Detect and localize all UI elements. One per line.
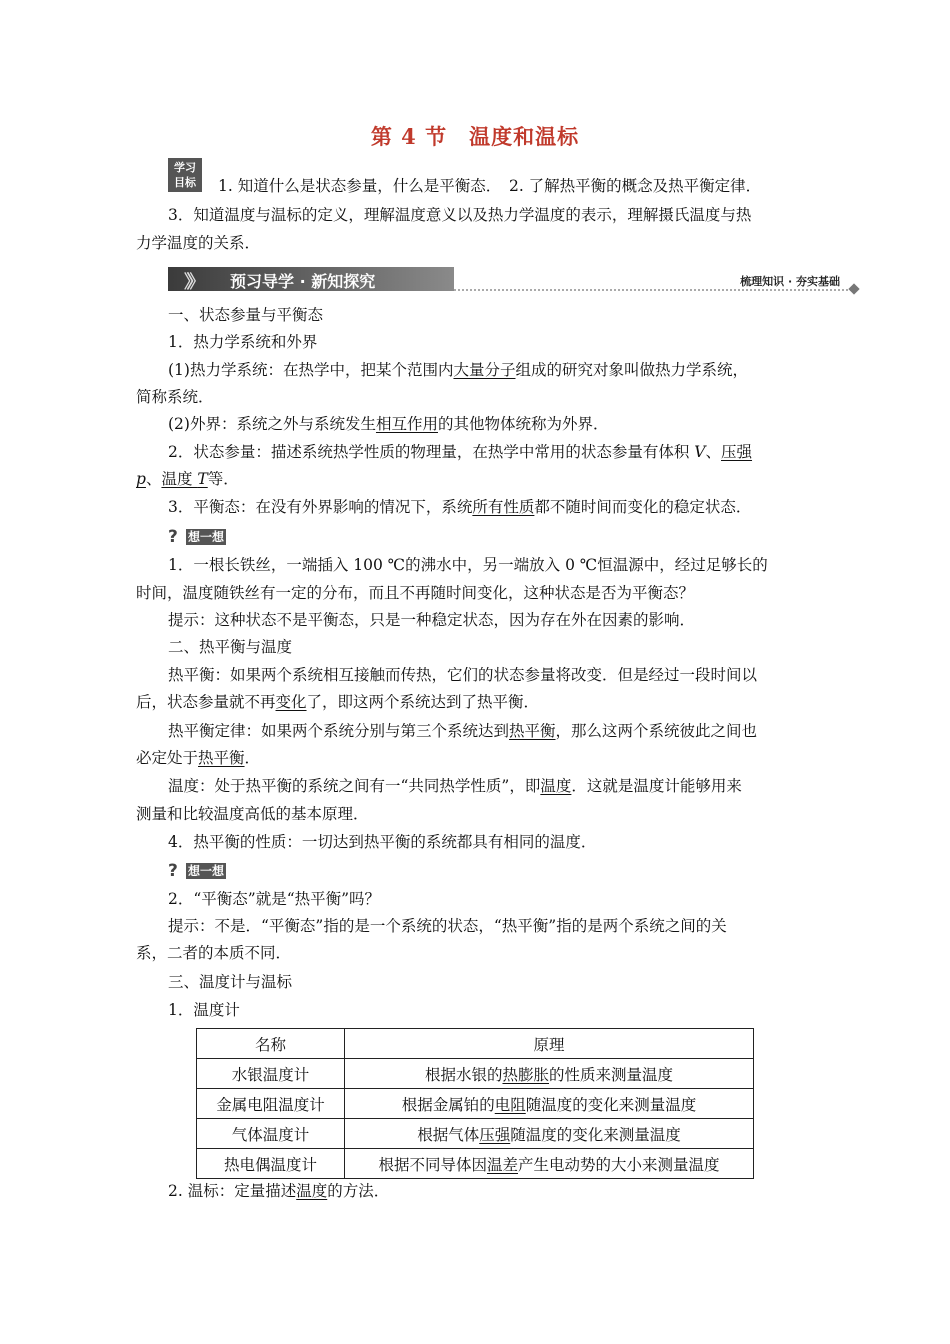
q2-hint2: 系，二者的本质不同． — [136, 944, 292, 962]
table-header-row — [197, 1029, 754, 1059]
s2-b1 — [168, 721, 816, 741]
badge-line1: 学习 — [174, 161, 196, 174]
text: 产生电动势的大小来测量温度 — [518, 1155, 720, 1174]
answer-blank: 所有性质 — [472, 498, 535, 516]
think-tag: 想一想 — [187, 864, 224, 878]
s2-c1 — [168, 776, 816, 796]
answer-blank: 温差 — [486, 1155, 518, 1174]
s1-p2 — [168, 414, 816, 434]
table-cell-principle — [345, 1059, 754, 1089]
table-cell-name: 金属电阻温度计 — [197, 1089, 345, 1119]
s1-p1b: 简称系统． — [136, 388, 214, 406]
table-cell-principle — [345, 1119, 754, 1149]
banner-title: 预习导学 · 新知探究 — [230, 272, 376, 291]
diamond-icon — [848, 283, 859, 294]
table-row — [197, 1119, 754, 1149]
text: 的其他物体统称为外界． — [437, 415, 609, 433]
page-title — [0, 121, 950, 151]
table-cell-name: 气体温度计 — [197, 1119, 345, 1149]
text: 了，即这两个系统达到了热平衡． — [306, 693, 540, 711]
text: (1)热力学系统：在热学中，把某个范围内 — [168, 361, 454, 379]
symbol-p: p — [136, 470, 146, 488]
text: 的性质来测量温度 — [549, 1065, 674, 1084]
text: 根据金属铂的 — [401, 1095, 495, 1114]
s2-d1: 4．热平衡的性质：一切达到热平衡的系统都具有相同的温度． — [168, 833, 597, 851]
q2-line1: 2．“平衡态”就是“热平衡”吗？ — [168, 890, 381, 908]
q2-hint1: 提示：不是．“平衡态”指的是一个系统的状态，“热平衡”指的是两个系统之间的关 — [168, 917, 727, 935]
s2-c2: 测量和比较温度高低的基本原理． — [136, 805, 369, 823]
table-row — [197, 1089, 754, 1119]
answer-blank: 温度 — [540, 777, 572, 795]
text: ，那么这两个系统彼此之间也 — [555, 722, 758, 740]
text: 根据不同导体因 — [378, 1155, 487, 1174]
goals-line3: 力学温度的关系． — [136, 234, 261, 252]
answer-blank: 变化 — [275, 693, 307, 711]
text: 的方法． — [327, 1182, 390, 1200]
text: 2. 温标：定量描述 — [168, 1182, 297, 1200]
text: 温度 — [161, 470, 198, 488]
thermometer-table — [196, 1028, 754, 1179]
question-icon: ? — [168, 861, 178, 881]
text: 2．状态参量：描述系统热学性质的物理量，在热学中常用的状态参量有体积 — [168, 443, 695, 461]
text: 后，状态参量就不再 — [136, 693, 276, 711]
s2-a1: 热平衡：如果两个系统相互接触而传热，它们的状态参量将改变．但是经过一段时间以 — [168, 666, 758, 684]
table-header-name: 名称 — [197, 1029, 345, 1059]
heading-s3: 三、温度计与温标 — [168, 973, 293, 991]
answer-blank: 热平衡 — [198, 749, 245, 767]
text: 都不随时间而变化的稳定状态． — [534, 498, 752, 516]
learning-goals-badge — [168, 158, 202, 192]
text: 随温度的变化来测量温度 — [525, 1095, 697, 1114]
text: 热平衡定律：如果两个系统分别与第三个系统达到 — [168, 722, 510, 740]
heading-s2: 二、热平衡与温度 — [168, 638, 293, 656]
text: 、 — [145, 470, 162, 488]
text: 3．平衡态：在没有外界影响的情况下，系统 — [168, 498, 473, 516]
s3-sub2 — [168, 1181, 816, 1201]
table-row — [197, 1149, 754, 1179]
table-header-principle: 原理 — [345, 1029, 754, 1059]
text: 、 — [705, 443, 722, 461]
text: 随温度的变化来测量温度 — [510, 1125, 681, 1144]
banner-subtitle: 梳理知识 · 夯实基础 — [740, 275, 840, 288]
q1-line2: 时间，温度随铁丝有一定的分布，而且不再随时间变化，这种状态是否为平衡态？ — [136, 584, 695, 602]
s1-sub1: 1．热力学系统和外界 — [168, 333, 318, 351]
s1-p3b — [136, 469, 816, 489]
answer-blank — [136, 470, 146, 488]
answer-blank: 热平衡 — [509, 722, 556, 740]
text: 根据水银的 — [424, 1065, 503, 1084]
chevron-icon: 》》 — [184, 272, 199, 293]
s2-b2 — [136, 748, 816, 768]
table-cell-name: 热电偶温度计 — [197, 1149, 345, 1179]
badge-line2: 目标 — [174, 176, 196, 189]
heading-s1: 一、状态参量与平衡态 — [168, 306, 324, 324]
s2-a2 — [136, 692, 816, 712]
section-name: 温度和温标 — [469, 124, 580, 149]
section-number: 第 4 节 — [370, 124, 448, 149]
s3-sub1: 1．温度计 — [168, 1001, 240, 1019]
text: ．这就是温度计能够用来 — [571, 777, 742, 795]
text: 必定处于 — [136, 749, 199, 767]
text: 组成的研究对象叫做热力学系统， — [515, 361, 748, 379]
answer-blank — [161, 470, 207, 488]
table-cell-principle — [345, 1149, 754, 1179]
s1-p4 — [168, 497, 816, 517]
table-row — [197, 1059, 754, 1089]
q1-line1: 1．一根长铁丝，一端插入 100 ℃的沸水中，另一端放入 0 ℃恒温源中，经过足够长的 — [168, 556, 768, 574]
text: 等． — [207, 470, 239, 488]
symbol-v: V — [694, 443, 706, 461]
question-icon: ? — [168, 527, 178, 547]
text: 温度：处于热平衡的系统之间有一“共同热学性质”，即 — [168, 777, 541, 795]
goals-line1: 1. 知道什么是状态参量，什么是平衡态． 2. 了解热平衡的概念及热平衡定律． — [218, 177, 762, 195]
answer-blank: 温度 — [296, 1182, 328, 1200]
section-banner — [168, 264, 858, 294]
text: ． — [244, 749, 261, 767]
q1-hint: 提示：这种状态不是平衡态，只是一种稳定状态，因为存在外在因素的影响． — [168, 611, 696, 629]
symbol-t: T — [197, 470, 208, 488]
answer-blank: 压强 — [721, 443, 753, 461]
s1-p3a — [168, 442, 816, 462]
table-cell-name: 水银温度计 — [197, 1059, 345, 1089]
think-tag: 想一想 — [187, 530, 224, 544]
table-cell-principle — [345, 1089, 754, 1119]
answer-blank: 压强 — [479, 1125, 511, 1144]
goals-line2: 3．知道温度与温标的定义，理解温度意义以及热力学温度的表示，理解摄氏温度与热 — [168, 206, 752, 224]
answer-blank: 热膨胀 — [502, 1065, 549, 1084]
s1-p1a — [168, 360, 816, 380]
banner-dotted-rule — [454, 289, 852, 291]
answer-blank: 大量分子 — [453, 361, 516, 379]
answer-blank: 电阻 — [494, 1095, 526, 1114]
answer-blank: 相互作用 — [375, 415, 438, 433]
text: 根据气体 — [417, 1125, 480, 1144]
text: (2)外界：系统之外与系统发生 — [168, 415, 376, 433]
